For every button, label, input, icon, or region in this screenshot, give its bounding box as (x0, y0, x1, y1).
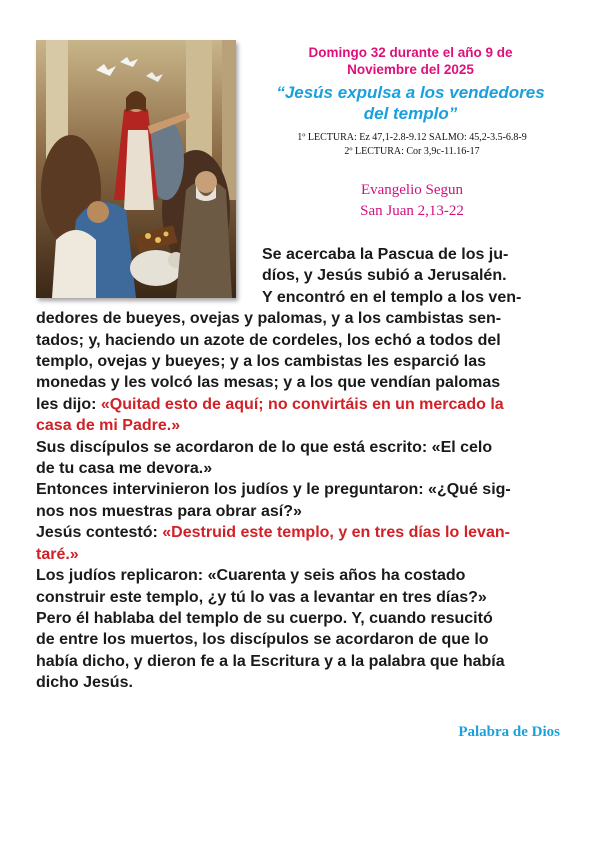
body-line: dedores de bueyes, ovejas y palomas, y a los cambistas sen- (36, 310, 502, 328)
body-line: dicho Jesús. (36, 674, 133, 692)
gospel-line-2: San Juan 2,13-22 (360, 203, 464, 219)
body-line-text: Jesús contestó: (36, 524, 163, 542)
date-line-2: Noviembre del 2025 (347, 62, 474, 77)
body-line (36, 394, 564, 415)
body-line: tados; y, haciendo un azote de cordeles, los echó a todos del (36, 331, 501, 349)
body-line: monedas y les volcó las mesas; y a los que vendían palomas (36, 374, 501, 392)
body-line: nos nos muestras para obrar así?» (36, 502, 302, 520)
date-heading (258, 44, 563, 78)
body-line: de tu casa me devora.» (36, 460, 213, 478)
readings-line-1: 1º LECTURA: Ez 47,1-2.8-9.12 SALMO: 45,2-3.5-6.8-9 (297, 132, 527, 143)
body-line: había dicho, y dieron fe a la Escritura y a la palabra que había (36, 652, 505, 670)
closing-phrase: Palabra de Dios (458, 724, 560, 740)
body-line: díos, y Jesús subió a Jerusalén. (262, 267, 507, 285)
body-line: Sus discípulos se acordaron de lo que está escrito: «El celo (36, 438, 493, 456)
body-line-text: les dijo: (36, 395, 101, 413)
jesus-words: «Quitad esto de aquí; no convirtáis en un mercado la (100, 395, 504, 413)
jesus-words: casa de mi Padre.» (36, 417, 181, 435)
body-line: Se acercaba la Pascua de los ju- (262, 246, 509, 263)
gospel-body-text (36, 244, 564, 694)
body-line: Entonces intervinieron los judíos y le preguntaron: «¿Qué sig- (36, 481, 511, 499)
readings-line-2: 2º LECTURA: Cor 3,9c-11.16-17 (344, 146, 480, 157)
body-line: Y encontró en el templo a los ven- (262, 288, 522, 306)
body-line: Los judíos replicaron: «Cuarenta y seis años ha costado (36, 567, 466, 585)
title-line-2: del templo” (363, 104, 458, 123)
body-line: de entre los muertos, los discípulos se acordaron de que lo (36, 631, 489, 649)
title-line-1: “Jesús expulsa a los vendedores (276, 83, 545, 102)
body-line: templo, ovejas y bueyes; y a los cambistas les esparció las (36, 353, 486, 371)
readings-references (262, 131, 562, 159)
body-line: construir este templo, ¿y tú lo vas a levantar en tres días?» (36, 588, 487, 606)
gospel-title (258, 82, 563, 124)
jesus-words: «Destruid este templo, y en tres días lo levan- (162, 524, 510, 542)
jesus-words: taré.» (36, 545, 79, 563)
gospel-line-1: Evangelio Segun (360, 182, 464, 198)
body-line: Pero él hablaba del templo de su cuerpo. Y, cuando resucitó (36, 609, 493, 627)
gospel-reference (262, 180, 562, 222)
date-line-1: Domingo 32 durante el año 9 de (308, 45, 513, 60)
body-line (36, 522, 564, 543)
